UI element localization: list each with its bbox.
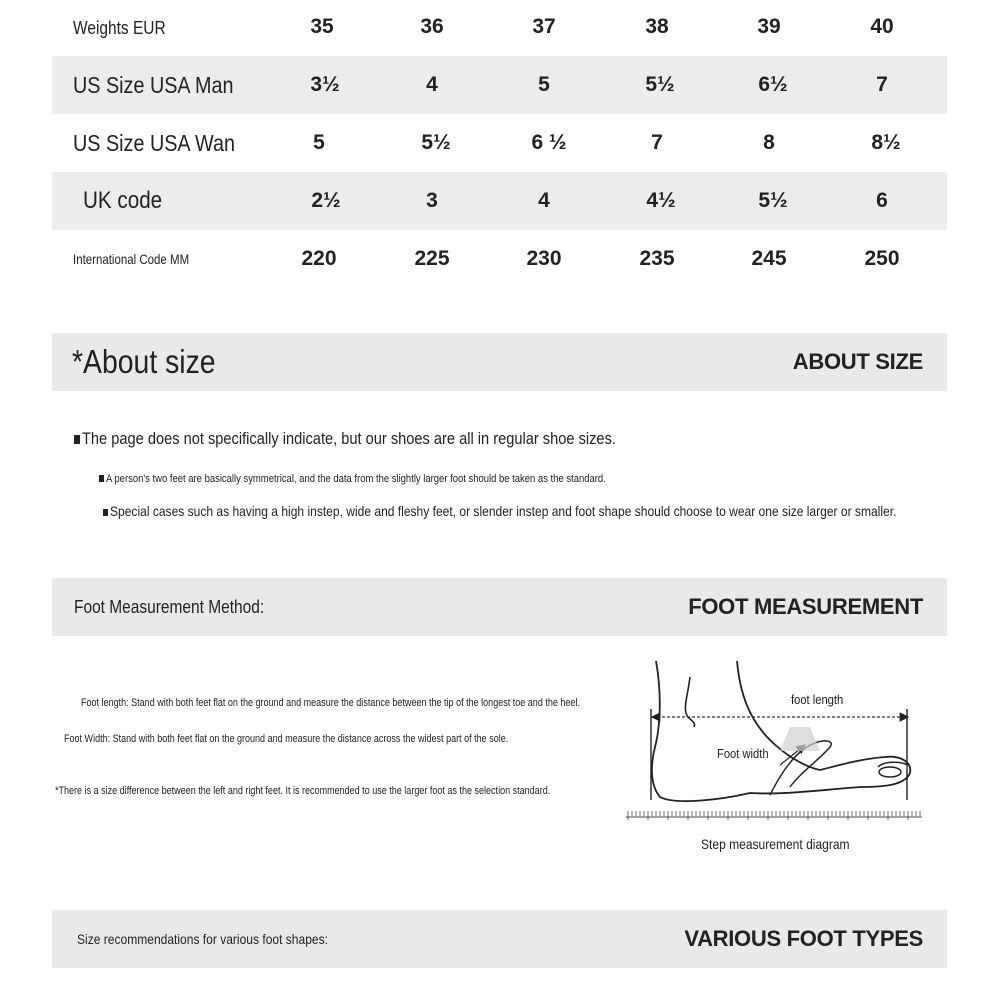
foot-width-instruction: Foot Width: Stand with both feet flat on the ground and measure the distance across the widest part of the sole. <box>64 733 509 745</box>
size-row-uk <box>52 172 947 230</box>
size-cell: 5½ <box>645 73 675 96</box>
size-cell: 7 <box>651 131 663 154</box>
foot-measurement-banner <box>52 578 947 636</box>
size-difference-note: *There is a size difference between the left and right feet. It is recommended to use the larger foot as the selection standard. <box>55 785 551 797</box>
bullet-icon <box>99 475 104 482</box>
foot-measurement-heading: FOOT MEASUREMENT <box>688 594 923 619</box>
foot-measurement-diagram <box>620 655 930 860</box>
size-row-eur <box>52 0 947 56</box>
about-size-banner <box>52 333 947 391</box>
size-cell: 220 <box>301 247 337 270</box>
size-cell: 5½ <box>758 189 788 212</box>
size-cell: 4½ <box>646 189 676 212</box>
size-chart-table <box>52 0 947 288</box>
about-size-title: *About size <box>72 343 216 380</box>
size-cell: 245 <box>751 247 787 270</box>
size-cell: 36 <box>420 15 444 38</box>
size-cell: 4 <box>538 189 550 212</box>
size-row-us-man <box>52 56 947 114</box>
row-label-us-man: US Size USA Man <box>73 71 234 98</box>
foot-length-instruction: Foot length: Stand with both feet flat on the ground and measure the distance between the tip of the longest toe and the heel. <box>81 697 580 709</box>
size-cell: 40 <box>870 15 894 38</box>
size-row-us-woman <box>52 114 947 172</box>
size-cell: 38 <box>645 15 669 38</box>
size-cell: 6 ½ <box>531 131 567 154</box>
size-cell: 8 <box>763 131 775 154</box>
size-cell: 7 <box>876 73 888 96</box>
row-label-international-mm: International Code MM <box>73 251 190 267</box>
about-size-note-1: The page does not specifically indicate, but our shoes are all in regular shoe sizes. <box>74 429 703 449</box>
bullet-icon <box>74 435 80 444</box>
size-cell: 3½ <box>310 73 340 96</box>
diagram-caption: Step measurement diagram <box>701 836 850 852</box>
size-cell: 250 <box>864 247 900 270</box>
foot-types-heading: VARIOUS FOOT TYPES <box>684 926 923 951</box>
size-cell: 39 <box>757 15 781 38</box>
foot-length-label: foot length <box>791 692 844 707</box>
foot-types-banner <box>52 910 947 968</box>
size-cell: 3 <box>426 189 438 212</box>
size-row-international-mm <box>52 230 947 288</box>
size-cell: 225 <box>414 247 450 270</box>
size-cell: 6 <box>876 189 888 212</box>
size-cell: 5 <box>538 73 550 96</box>
size-cell: 37 <box>532 15 556 38</box>
foot-measurement-title: Foot Measurement Method: <box>74 596 265 617</box>
about-size-note-2: A person's two feet are basically symmetrical, and the data from the slightly larger foot should be taken as the standard. <box>99 469 687 487</box>
foot-types-title: Size recommendations for various foot shapes: <box>77 931 328 947</box>
size-cell: 35 <box>310 15 334 38</box>
size-cell: 230 <box>526 247 562 270</box>
row-label-uk: UK code <box>83 187 163 214</box>
size-cell: 5 <box>313 131 325 154</box>
row-label-eur: Weights EUR <box>73 17 166 38</box>
bullet-icon <box>103 509 108 516</box>
size-cell: 2½ <box>311 189 341 212</box>
size-cell: 6½ <box>758 73 788 96</box>
size-cell: 8½ <box>871 131 901 154</box>
size-cell: 235 <box>639 247 675 270</box>
about-size-heading: ABOUT SIZE <box>792 349 923 374</box>
row-label-us-woman: US Size USA Wan <box>73 129 235 156</box>
foot-width-label: Foot width <box>717 746 769 761</box>
about-size-note-3: Special cases such as having a high instep, wide and fleshy feet, or slender instep and foot shape should choose to wear one size larger or smaller. <box>103 503 1000 521</box>
size-cell: 5½ <box>421 131 451 154</box>
size-cell: 4 <box>426 73 438 96</box>
